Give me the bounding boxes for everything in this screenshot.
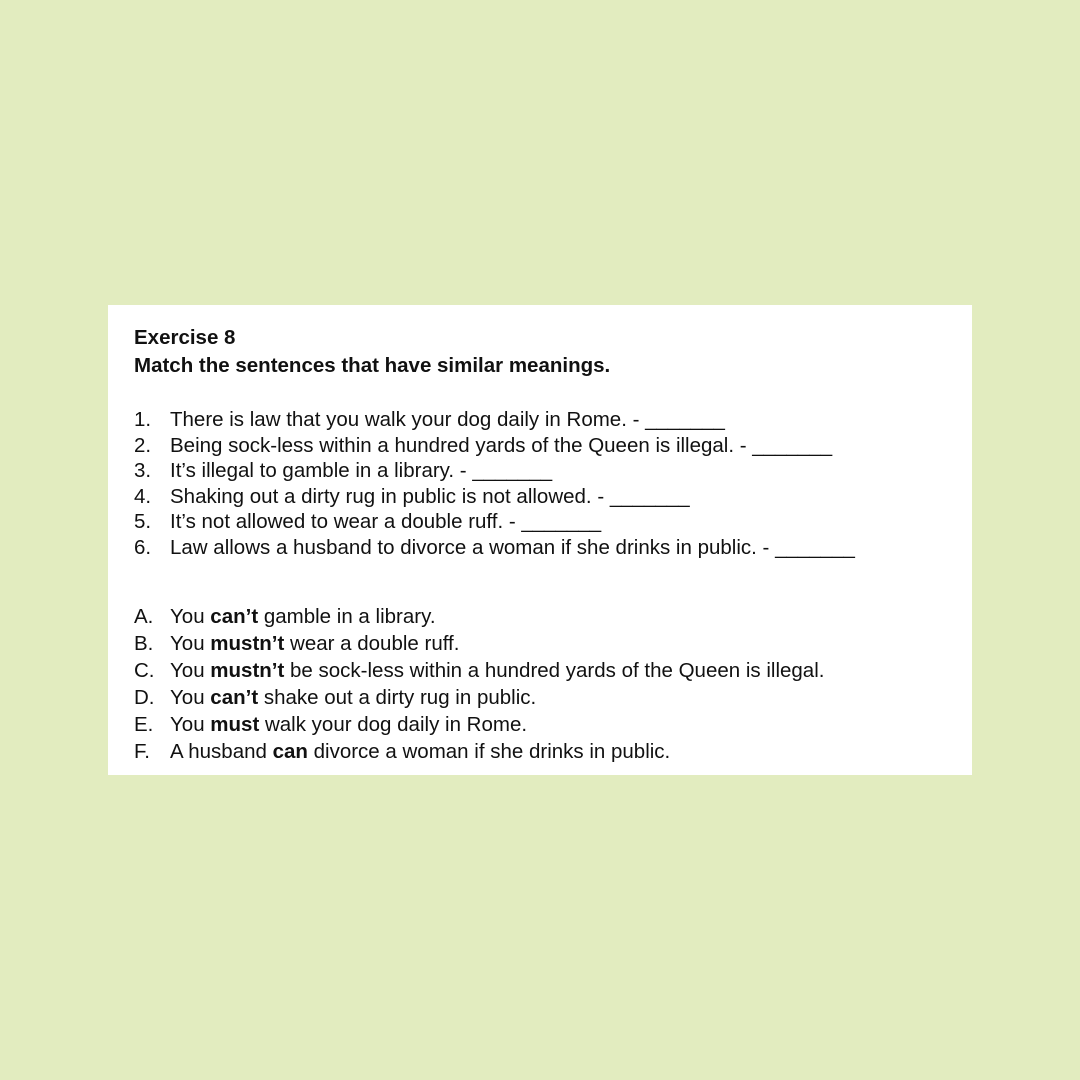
question-item <box>134 433 972 459</box>
answer-list <box>134 603 972 765</box>
answer-text-start: A husband <box>170 740 273 763</box>
modal-verb: can’t <box>210 605 259 628</box>
answer-item <box>134 603 972 630</box>
answer-text-end: wear a double ruff. <box>284 632 460 655</box>
answer-letter: F. <box>134 740 150 763</box>
question-text: There is law that you walk your dog daily in Rome. - <box>170 408 646 431</box>
answer-text-start: You <box>170 632 211 655</box>
question-number: 3. <box>134 459 152 482</box>
answer-blank[interactable]: _______ <box>775 535 855 559</box>
answer-letter: A. <box>134 605 154 628</box>
question-item <box>134 509 972 535</box>
answer-item <box>134 684 972 711</box>
answer-blank[interactable]: _______ <box>472 459 553 482</box>
answer-text-end: shake out a dirty rug in public. <box>258 686 537 709</box>
exercise-instruction: Match the sentences that have similar meanings. <box>134 354 611 377</box>
question-number: 5. <box>134 510 152 533</box>
answer-text-start: You <box>170 659 211 682</box>
modal-verb: can <box>272 740 308 763</box>
answer-letter: D. <box>134 686 155 709</box>
question-number: 1. <box>134 408 152 431</box>
question-text: Shaking out a dirty rug in public is not allowed. - <box>170 484 610 508</box>
question-item <box>134 484 972 510</box>
answer-blank[interactable]: _______ <box>521 510 602 533</box>
modal-verb: mustn’t <box>210 632 285 655</box>
question-number: 4. <box>134 484 152 508</box>
question-number: 6. <box>134 535 152 559</box>
answer-item <box>134 711 972 738</box>
answer-text-start: You <box>170 713 211 736</box>
question-list <box>134 407 972 560</box>
answer-text-end: walk your dog daily in Rome. <box>259 713 528 736</box>
question-text: It’s not allowed to wear a double ruff. - <box>170 510 522 533</box>
answer-text-start: You <box>170 686 211 709</box>
answer-text-end: gamble in a library. <box>258 605 436 628</box>
question-item <box>134 458 972 484</box>
question-item <box>134 407 972 433</box>
answer-item <box>134 630 972 657</box>
answer-item <box>134 657 972 684</box>
answer-letter: E. <box>134 713 154 736</box>
question-text: Law allows a husband to divorce a woman if she drinks in public. - <box>170 535 776 559</box>
question-text: It’s illegal to gamble in a library. - <box>170 459 473 482</box>
modal-verb: must <box>210 713 260 736</box>
answer-text-end: be sock-less within a hundred yards of the Queen is illegal. <box>284 659 825 682</box>
answer-letter: B. <box>134 632 154 655</box>
question-text: Being sock-less within a hundred yards of the Queen is illegal. - <box>170 433 753 457</box>
answer-letter: C. <box>134 659 155 682</box>
answer-blank[interactable]: _______ <box>645 408 725 431</box>
answer-blank[interactable]: _______ <box>752 433 833 457</box>
modal-verb: can’t <box>210 686 259 709</box>
answer-text-start: You <box>170 605 211 628</box>
question-number: 2. <box>134 433 152 457</box>
answer-text-end: divorce a woman if she drinks in public. <box>307 740 671 763</box>
exercise-card <box>108 305 972 775</box>
answer-blank[interactable]: _______ <box>609 484 690 508</box>
exercise-title: Exercise 8 <box>134 326 236 349</box>
modal-verb: mustn’t <box>210 659 285 682</box>
question-item <box>134 535 972 561</box>
answer-item <box>134 738 972 765</box>
